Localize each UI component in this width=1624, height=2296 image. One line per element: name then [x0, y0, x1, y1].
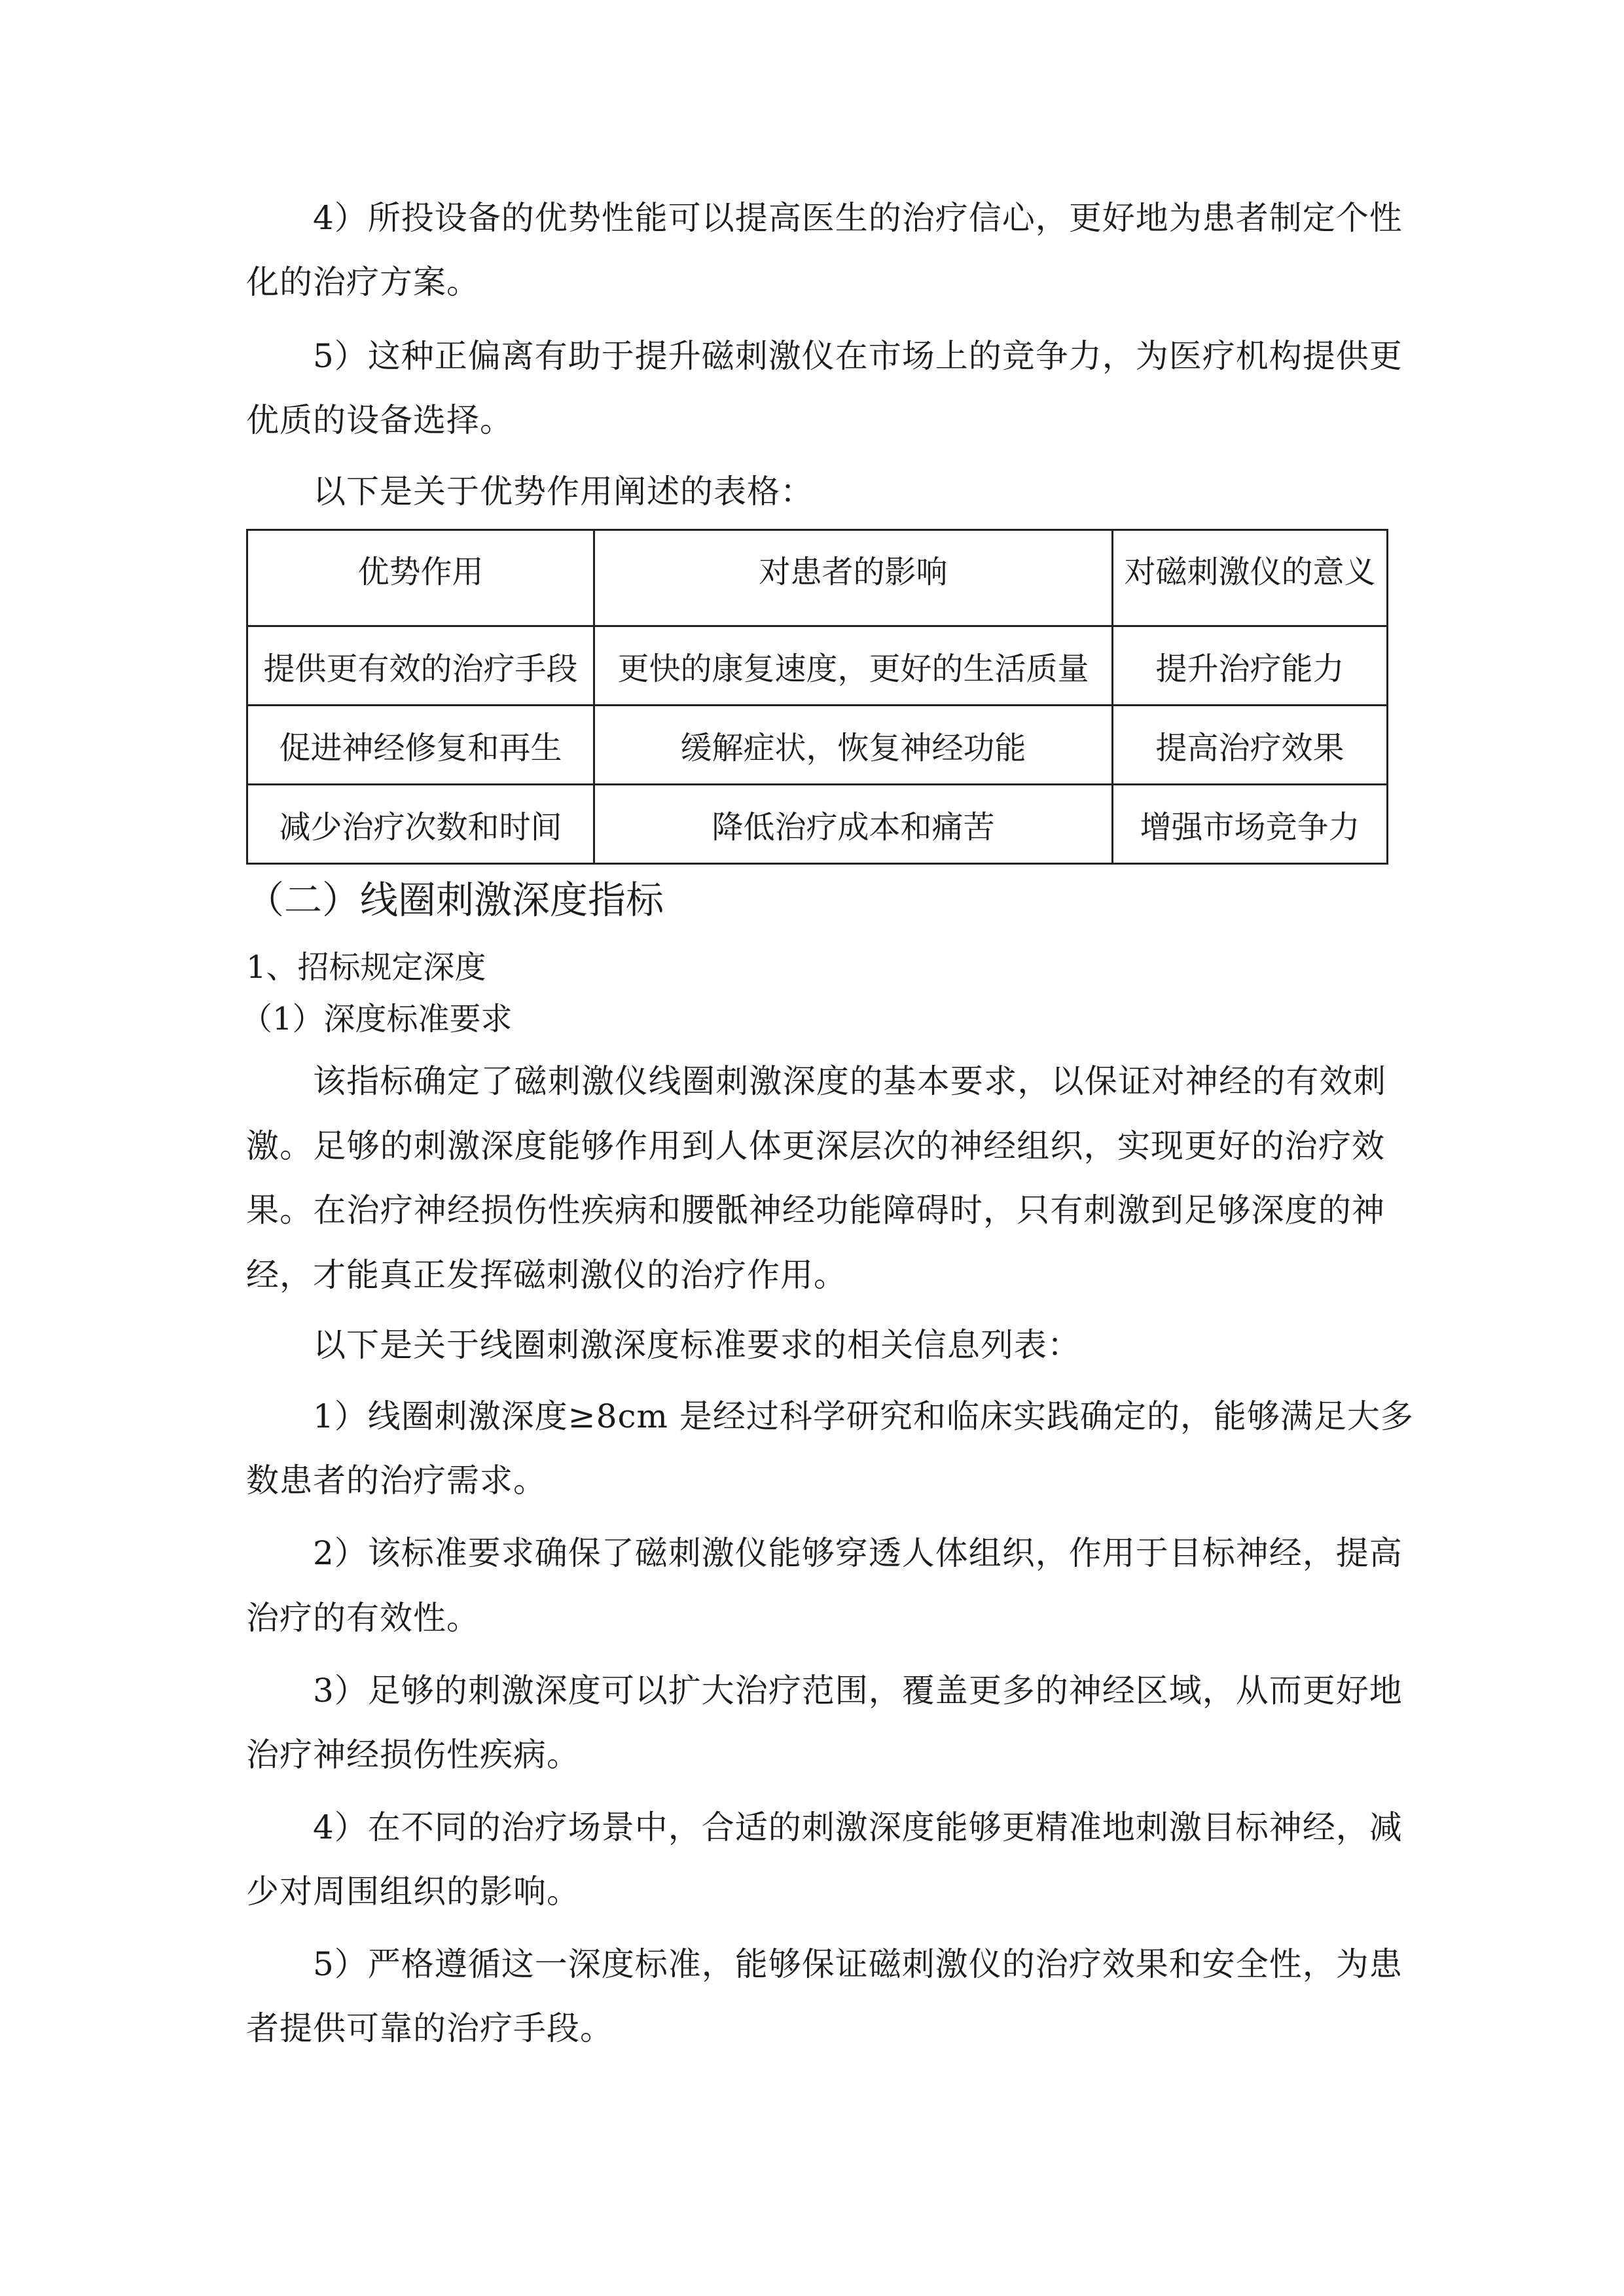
list-item-1-line-2: 数患者的治疗需求。	[246, 1462, 547, 1499]
list-item-4-line-2: 少对周围组织的影响。	[246, 1873, 580, 1910]
table-header-cell: 对磁刺激仪的意义	[1113, 530, 1388, 626]
table-row	[247, 785, 1388, 864]
table-header-cell: 对患者的影响	[594, 530, 1113, 626]
subsection-title: 1、招标规定深度	[246, 949, 486, 986]
list-item-1-line-1: 1）线圈刺激深度≥8cm 是经过科学研究和临床实践确定的，能够满足大多	[313, 1397, 1414, 1435]
list-item-4-line-1: 4）在不同的治疗场景中，合适的刺激深度能够更精准地刺激目标神经，减	[313, 1808, 1403, 1846]
table-cell: 更快的康复速度，更好的生活质量	[594, 626, 1113, 706]
table-cell: 提升治疗能力	[1113, 626, 1388, 706]
list-intro: 以下是关于线圈刺激深度标准要求的相关信息列表：	[313, 1326, 1081, 1364]
table-header-row	[247, 530, 1388, 626]
list-item-2-line-2: 治疗的有效性。	[246, 1599, 480, 1637]
paragraph-4-line-1: 4）所投设备的优势性能可以提高医生的治疗信心，更好地为患者制定个性	[313, 199, 1403, 237]
paragraph-5-line-1: 5）这种正偏离有助于提升磁刺激仪在市场上的竞争力，为医疗机构提供更	[313, 337, 1403, 375]
body-paragraph-line-1: 该指标确定了磁刺激仪线圈刺激深度的基本要求，以保证对神经的有效刺	[313, 1062, 1386, 1100]
table-cell: 提高治疗效果	[1113, 706, 1388, 785]
list-item-3-line-2: 治疗神经损伤性疾病。	[246, 1736, 580, 1774]
table-cell: 增强市场竞争力	[1113, 785, 1388, 864]
table-header-cell: 优势作用	[247, 530, 594, 626]
paragraph-4-line-2: 化的治疗方案。	[246, 263, 480, 301]
table-cell: 降低治疗成本和痛苦	[594, 785, 1113, 864]
paragraph-5-line-2: 优质的设备选择。	[246, 401, 513, 439]
list-item-3-line-1: 3）足够的刺激深度可以扩大治疗范围，覆盖更多的神经区域，从而更好地	[313, 1672, 1403, 1710]
list-item-5-line-1: 5）严格遵循这一深度标准，能够保证磁刺激仪的治疗效果和安全性，为患	[313, 1945, 1403, 1983]
body-paragraph-line-3: 果。在治疗神经损伤性疾病和腰骶神经功能障碍时，只有刺激到足够深度的神	[246, 1191, 1385, 1229]
section-title: （二）线圈刺激深度指标	[246, 878, 664, 922]
table-cell: 提供更有效的治疗手段	[247, 626, 594, 706]
list-item-2-line-1: 2）该标准要求确保了磁刺激仪能够穿透人体组织，作用于目标神经，提高	[313, 1534, 1403, 1572]
table-cell: 减少治疗次数和时间	[247, 785, 594, 864]
table-cell: 促进神经修复和再生	[247, 706, 594, 785]
table-intro: 以下是关于优势作用阐述的表格：	[313, 473, 814, 511]
body-paragraph-line-2: 激。足够的刺激深度能够作用到人体更深层次的神经组织，实现更好的治疗效	[246, 1127, 1385, 1165]
subsubsection-title: （1）深度标准要求	[241, 1001, 513, 1037]
list-item-5-line-2: 者提供可靠的治疗手段。	[246, 2009, 613, 2047]
table-row	[247, 626, 1388, 706]
body-paragraph-line-4: 经，才能真正发挥磁刺激仪的治疗作用。	[246, 1256, 847, 1294]
table-row	[247, 706, 1388, 785]
table-cell: 缓解症状，恢复神经功能	[594, 706, 1113, 785]
advantage-table	[246, 529, 1388, 865]
